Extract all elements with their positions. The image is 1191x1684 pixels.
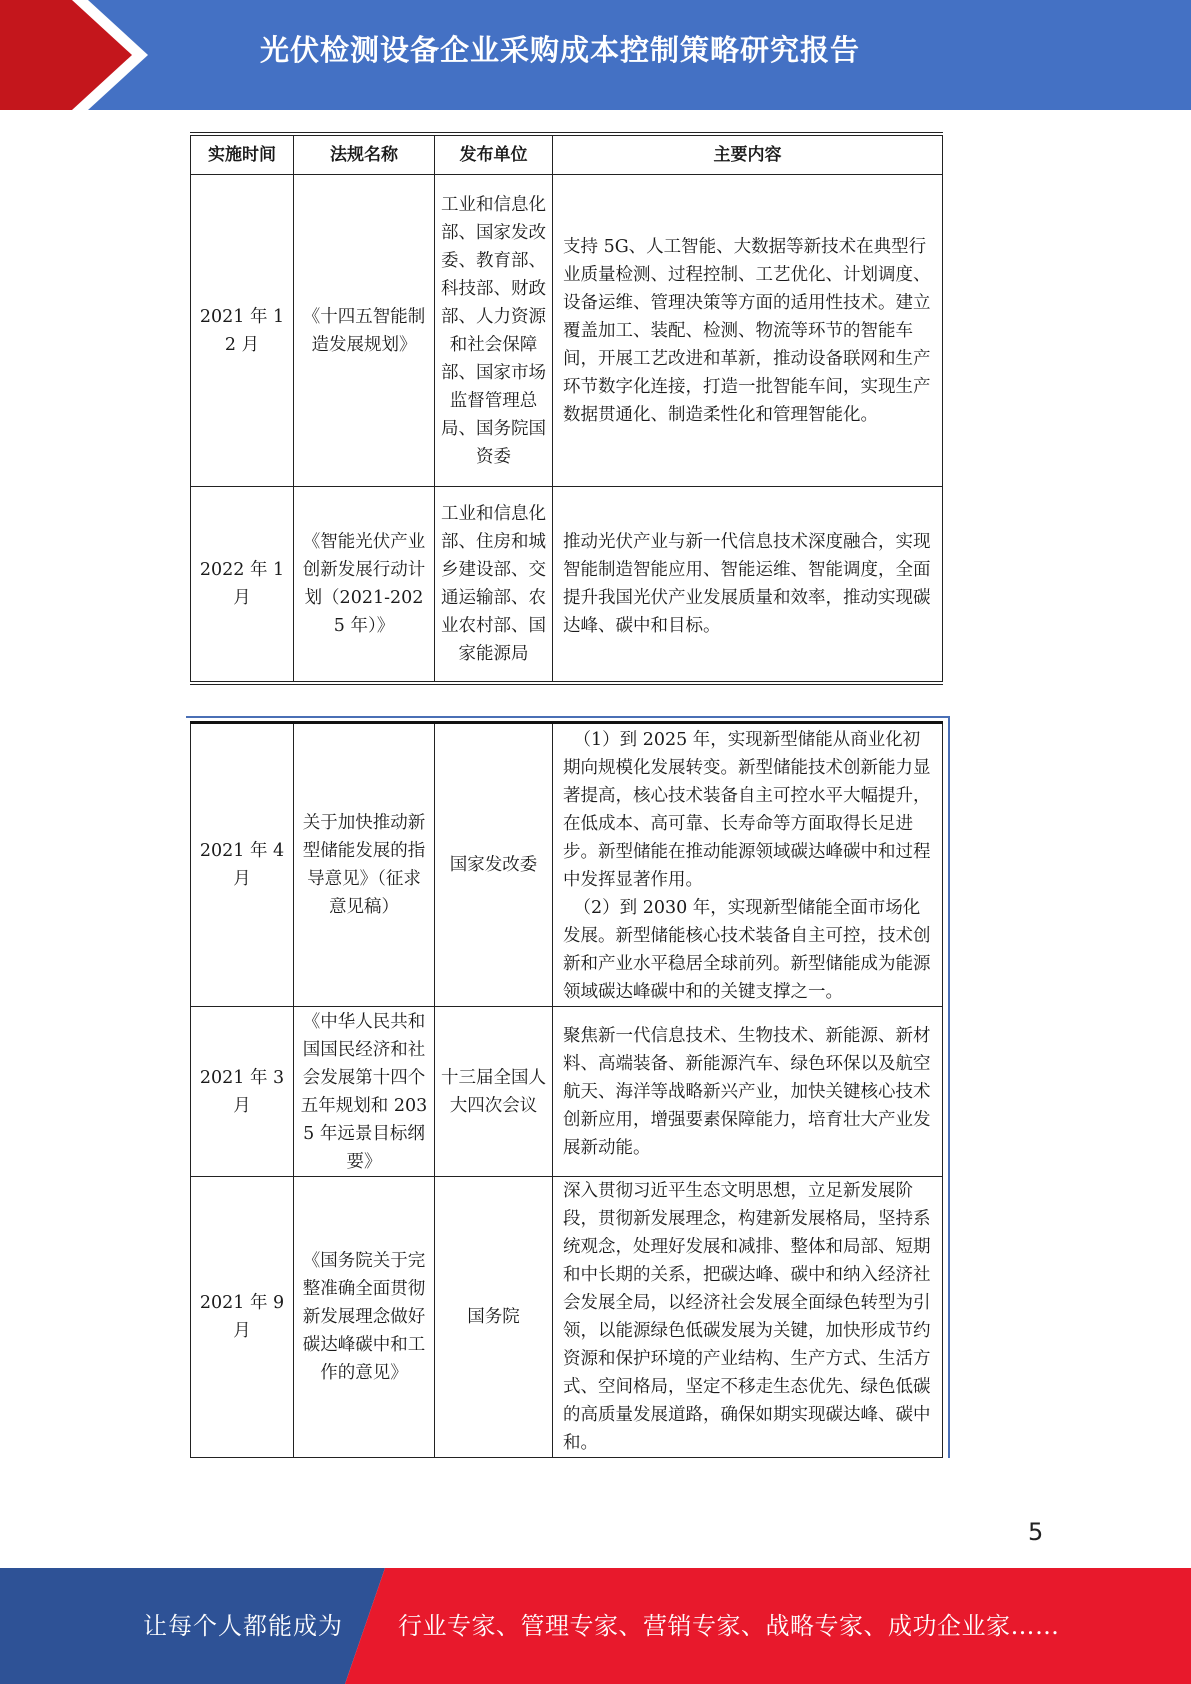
- chevron-arrow-icon: [0, 0, 160, 110]
- cell-name: 《智能光伏产业创新发展行动计划（2021-2025 年）》: [294, 487, 435, 683]
- cell-content: 支持 5G、人工智能、大数据等新技术在典型行业质量检测、过程控制、工艺优化、计划调度、设备运维、管理决策等方面的适用性技术。建立覆盖加工、装配、检测、物流等环节的智能车间，开展工艺改进和革新，推动设备联网和生产环节数字化连接，打造一批智能车间，实现生产数据贯通化、制造柔性化和管理智能化。: [553, 175, 943, 487]
- policy-table-2: [190, 721, 943, 1458]
- header-content: 主要内容: [553, 134, 943, 175]
- table-row: [191, 175, 943, 487]
- cell-date: 2021 年 12 月: [191, 175, 294, 487]
- cell-date: 2021 年 9 月: [191, 1177, 294, 1458]
- cell-issuer: 十三届全国人大四次会议: [435, 1007, 553, 1177]
- cell-content: 推动光伏产业与新一代信息技术深度融合，实现智能制造智能应用、智能运维、智能调度，全面提升我国光伏产业发展质量和效率，推动实现碳达峰、碳中和目标。: [553, 487, 943, 683]
- cell-name: 《中华人民共和国国民经济和社会发展第十四个五年规划和 2035 年远景目标纲要》: [294, 1007, 435, 1177]
- footer-slogan-left: 让每个人都能成为: [143, 1612, 343, 1640]
- content-paragraph: （2）到 2030 年，实现新型储能全面市场化发展。新型储能核心技术装备自主可控，技术创新和产业水平稳居全球前列。新型储能成为能源领域碳达峰碳中和的关键支撑之一。: [563, 898, 931, 1002]
- header-date: 实施时间: [191, 134, 294, 175]
- cell-issuer: 国务院: [435, 1177, 553, 1458]
- table-row: [191, 1007, 943, 1177]
- cell-name: 《十四五智能制造发展规划》: [294, 175, 435, 487]
- page-footer: [0, 1568, 1191, 1684]
- cell-issuer: 工业和信息化部、住房和城乡建设部、交通运输部、农业农村部、国家能源局: [435, 487, 553, 683]
- policy-table-1: [190, 132, 943, 685]
- cell-content: 聚焦新一代信息技术、生物技术、新能源、新材料、高端装备、新能源汽车、绿色环保以及航空航天、海洋等战略新兴产业，加快关键核心技术创新应用，增强要素保障能力，培育壮大产业发展新动能。: [553, 1007, 943, 1177]
- table-row: [191, 1177, 943, 1458]
- footer-slogan-right: 行业专家、管理专家、营销专家、战略专家、成功企业家……: [398, 1612, 1060, 1640]
- cell-date: 2021 年 4 月: [191, 723, 294, 1007]
- page-number: 5: [1028, 1518, 1044, 1546]
- cell-date: 2021 年 3 月: [191, 1007, 294, 1177]
- table-row: [191, 487, 943, 683]
- cell-name: 《国务院关于完整准确全面贯彻新发展理念做好碳达峰碳中和工作的意见》: [294, 1177, 435, 1458]
- cell-date: 2022 年 1 月: [191, 487, 294, 683]
- table-header-row: [191, 134, 943, 175]
- content-paragraph: （1）到 2025 年，实现新型储能从商业化初期向规模化发展转变。新型储能技术创新能力显著提高，核心技术装备自主可控水平大幅提升，在低成本、高可靠、长寿命等方面取得长足进步。新型储能在推动能源领域碳达峰碳中和过程中发挥显著作用。: [563, 730, 931, 890]
- cell-issuer: 国家发改委: [435, 723, 553, 1007]
- cell-issuer: 工业和信息化部、国家发改委、教育部、科技部、财政部、人力资源和社会保障部、国家市场监督管理总局、国务院国资委: [435, 175, 553, 487]
- cell-name: 关于加快推动新型储能发展的指导意见》（征求意见稿）: [294, 723, 435, 1007]
- cell-content: [553, 723, 943, 1007]
- cell-content: 深入贯彻习近平生态文明思想，立足新发展阶段，贯彻新发展理念，构建新发展格局，坚持系统观念，处理好发展和减排、整体和局部、短期和中长期的关系，把碳达峰、碳中和纳入经济社会发展全局，以经济社会发展全面绿色转型为引领，以能源绿色低碳发展为关键，加快形成节约资源和保护环境的产业结构、生产方式、生活方式、空间格局，坚定不移走生态优先、绿色低碳的高质量发展道路，确保如期实现碳达峰、碳中和。: [553, 1177, 943, 1458]
- page-header: [0, 0, 1191, 110]
- header-name: 法规名称: [294, 134, 435, 175]
- report-title: 光伏检测设备企业采购成本控制策略研究报告: [260, 33, 861, 67]
- header-issuer: 发布单位: [435, 134, 553, 175]
- table-row: [191, 723, 943, 1007]
